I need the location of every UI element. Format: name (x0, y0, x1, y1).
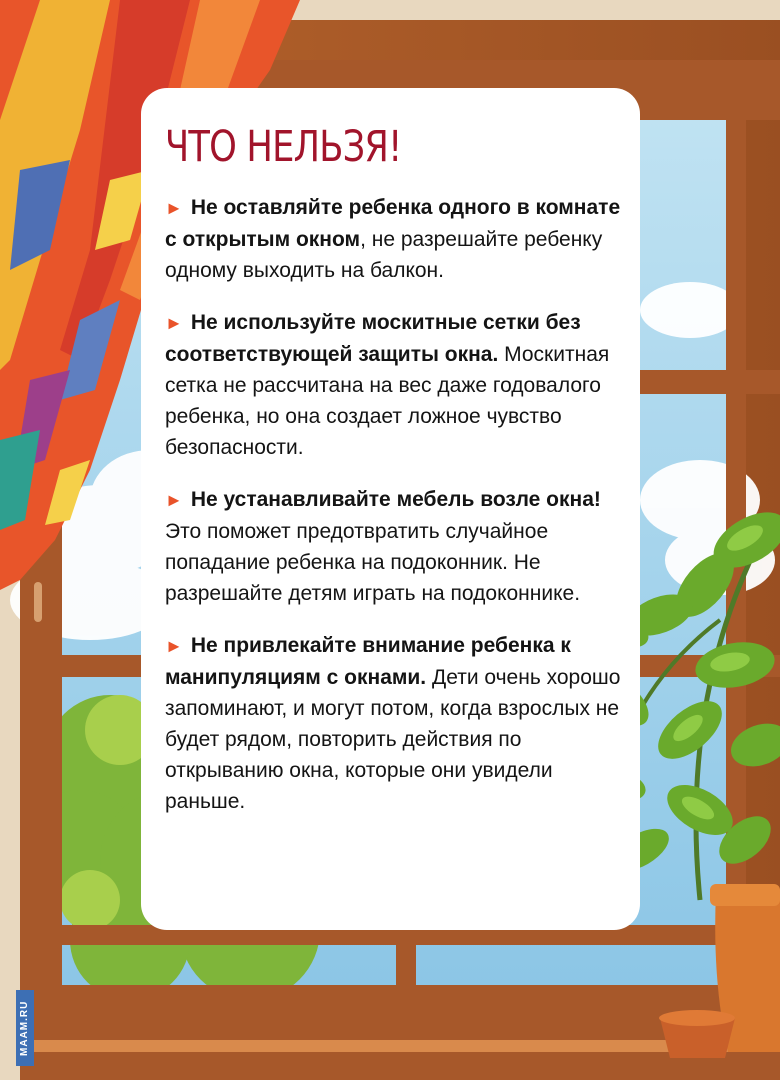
item-bold-text: Не привлекайте внимание ребенка к манипуляциям с окнами. (165, 634, 571, 689)
item-bold-text: Не используйте москитные сетки без соответствующей защиты окна. (165, 311, 581, 366)
bullet-arrow-icon: ► (165, 490, 183, 510)
bullet-arrow-icon: ► (165, 313, 183, 333)
info-card (141, 88, 640, 930)
item-text: Дети очень хорошо запоминают, и могут потом, когда взрослых не будет рядом, повторить действия по открыванию окна, которые они увидели раньше. (165, 666, 621, 813)
page-title: ЧТО НЕЛЬЗЯ! (165, 122, 402, 172)
item-bold-text: Не устанавливайте мебель возле окна! (190, 488, 601, 511)
bullet-arrow-icon: ► (165, 636, 183, 656)
item-bold-text: Не оставляйте ребенка одного в комнате с открытым окном (165, 196, 621, 251)
item-text: , не разрешайте ребенку одному выходить на балкон. (165, 228, 603, 282)
list-item (165, 307, 622, 463)
list-item (165, 484, 622, 609)
list-item (165, 192, 622, 286)
bullet-arrow-icon: ► (165, 198, 183, 218)
list-item (165, 630, 622, 817)
item-text: Москитная сетка не рассчитана на вес даже годовалого ребенка, но она создает ложное чувство безопасности. (165, 343, 610, 459)
item-text: Это поможет предотвратить случайное попадание ребенка на подоконник. Не разрешайте детям играть на подоконнике. (165, 520, 581, 605)
window-handle (34, 582, 42, 622)
watermark: MAAM.RU (16, 990, 34, 1066)
